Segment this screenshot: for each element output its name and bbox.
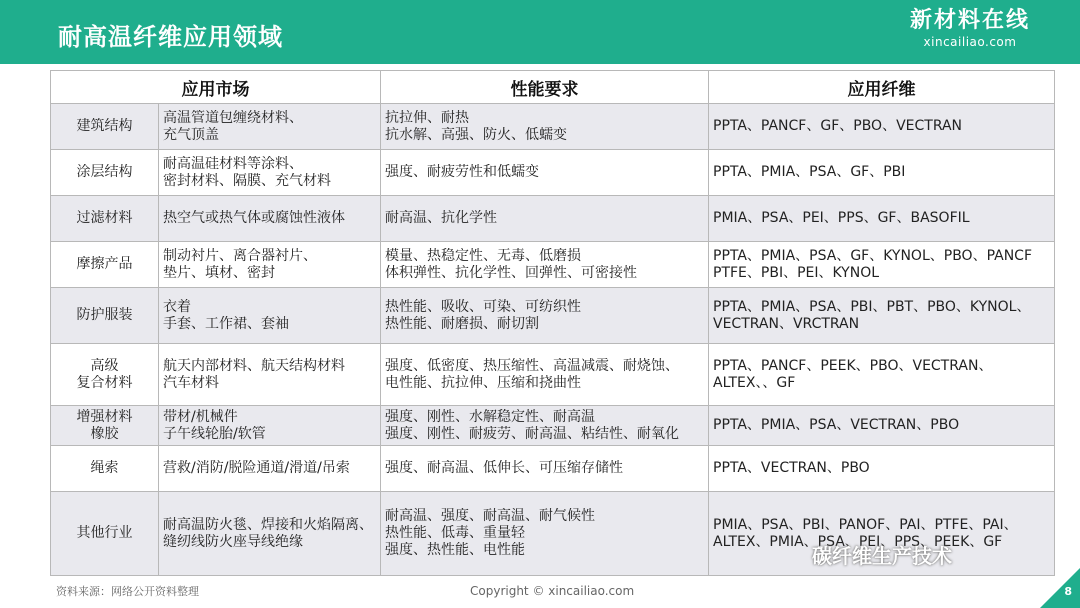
table-row [51,242,1055,288]
cell-text-line: 强度、耐疲劳性和低蠕变 [385,164,539,180]
cell-text-line: PPTA、PANCF、GF、PBO、VECTRAN [713,118,963,134]
row-market [159,344,381,406]
row-performance [381,406,709,446]
cell-text-line: PMIA、PSA、PBI、PANOF、PAI、PTFE、PAI、 [713,516,1018,533]
cell-text-line: 涂层结构 [76,164,133,180]
table-body [51,104,1055,576]
table-row [51,344,1055,406]
row-fibers [709,446,1055,492]
header-bar [0,0,1080,64]
cell-text-line: 高级 [90,357,119,374]
cell-text-line: 电性能、抗拉伸、压缩和挠曲性 [385,374,581,391]
cell-text-line: 防护服装 [76,307,133,323]
cell-text-line: ALTEX、PMIA、PSA、PEI、PPS、PEEK、GF [713,533,1003,550]
row-market [159,150,381,196]
cell-text-line: 垫片、填材、密封 [163,264,275,281]
row-market [159,446,381,492]
cell-text-line: 手套、工作裙、套袖 [163,315,289,332]
row-performance [381,242,709,288]
cell-text-line: 强度、低密度、热压缩性、高温减震、耐烧蚀、 [385,357,679,374]
cell-text-line: VECTRAN、VRCTRAN [713,315,860,332]
cell-text-line: 建筑结构 [76,118,133,134]
cell-text-line: 热性能、低毒、重量轻 [385,525,525,541]
cell-text-line: PPTA、PMIA、PSA、PBI、PBT、PBO、KYNOL、 [713,298,1031,315]
row-market [159,196,381,242]
page-title: 耐高温纤维应用领域 [58,23,283,51]
page-corner-marker [1040,568,1080,608]
table-row [51,150,1055,196]
row-category [51,288,159,344]
table-row [51,196,1055,242]
row-performance [381,196,709,242]
row-fibers [709,288,1055,344]
cell-text-line: 体积弹性、抗化学性、回弹性、可密接性 [385,264,637,281]
cell-text-line: 耐高温、抗化学性 [385,210,497,226]
cell-text-line: 增强材料 [76,408,133,425]
cell-text-line: 耐高温、强度、耐高温、耐气候性 [385,508,595,524]
table-header-row [51,71,1055,104]
cell-text-line: 带材/机械件 [163,408,238,425]
wechat-account-watermark: 碳纤维生产技术 [812,544,952,568]
row-performance [381,446,709,492]
column-header-performance: 性能要求 [381,71,709,104]
row-market [159,406,381,446]
row-category [51,492,159,576]
cell-text-line: 子午线轮胎/软管 [163,425,266,442]
row-market [159,492,381,576]
cell-text-line: 过滤材料 [76,210,133,226]
row-performance [381,104,709,150]
cell-text-line: 橡胶 [90,425,119,442]
cell-text-line: 其他行业 [76,525,133,541]
table-row [51,104,1055,150]
cell-text-line: PTFE、PBI、PEI、KYNOL [713,264,880,281]
row-fibers [709,406,1055,446]
cell-text-line: 航天内部材料、航天结构材料 [163,357,345,374]
cell-text-line: 抗拉伸、耐热 [385,109,469,126]
cell-text-line: PPTA、PMIA、PSA、GF、PBI [713,164,906,180]
cell-text-line: 抗水解、高强、防火、低蠕变 [385,126,567,143]
row-fibers [709,196,1055,242]
row-fibers [709,104,1055,150]
logo-sub-text: xincailiao.com [923,35,1017,49]
cell-text-line: 耐高温防火毯、焊接和火焰隔离、 [163,516,373,533]
table-row [51,446,1055,492]
row-fibers [709,242,1055,288]
row-market [159,104,381,150]
column-header-fibers: 应用纤维 [709,71,1055,104]
row-category [51,242,159,288]
cell-text-line: PMIA、PSA、PEI、PPS、GF、BASOFIL [713,210,970,226]
brand-logo[interactable] [900,8,1040,60]
cell-text-line: 模量、热稳定性、无毒、低磨损 [385,247,581,264]
source-note: 资料来源：网络公开资料整理 [56,585,199,598]
row-category [51,406,159,446]
row-category [51,344,159,406]
row-category [51,196,159,242]
cell-text-line: PPTA、PANCF、PEEK、PBO、VECTRAN、 [713,357,993,374]
row-performance [381,150,709,196]
row-fibers [709,344,1055,406]
page-number: 8 [1064,585,1072,598]
row-category [51,446,159,492]
cell-text-line: 充气顶盖 [163,126,219,143]
cell-text-line: 热性能、耐磨损、耐切割 [385,315,539,332]
table-row [51,288,1055,344]
cell-text-line: PPTA、VECTRAN、PBO [713,460,870,476]
cell-text-line: 高温管道包缠绕材料、 [163,109,303,126]
cell-text-line: PPTA、PMIA、PSA、VECTRAN、PBO [713,417,960,433]
cell-text-line: 制动衬片、离合器衬片、 [163,247,317,264]
cell-text-line: 热空气或热气体或腐蚀性液体 [163,210,345,226]
cell-text-line: 营救/消防/脱险通道/滑道/吊索 [163,460,350,476]
row-market [159,242,381,288]
cell-text-line: 热性能、吸收、可染、可纺织性 [385,298,581,315]
row-performance [381,344,709,406]
cell-text-line: 衣着 [163,298,191,315]
row-category [51,150,159,196]
cell-text-line: 汽车材料 [163,374,219,391]
cell-text-line: ALTEX、、GF [713,374,796,391]
cell-text-line: 密封材料、隔膜、充气材料 [163,172,331,189]
row-performance [381,492,709,576]
fiber-application-table [50,70,1055,576]
row-category [51,104,159,150]
cell-text-line: 强度、热性能、电性能 [385,542,525,558]
cell-text-line: 摩擦产品 [76,256,133,272]
cell-text-line: PPTA、PMIA、PSA、GF、KYNOL、PBO、PANCF [713,247,1032,264]
copyright-text: Copyright © xincailiao.com [470,584,635,598]
cell-text-line: 强度、耐高温、低伸长、可压缩存储性 [385,460,623,476]
column-header-market: 应用市场 [51,71,381,104]
row-performance [381,288,709,344]
cell-text-line: 绳索 [90,460,119,476]
cell-text-line: 强度、刚性、水解稳定性、耐高温 [385,408,595,425]
cell-text-line: 复合材料 [76,374,133,391]
row-market [159,288,381,344]
cell-text-line: 耐高温硅材料等涂料、 [163,155,303,172]
row-fibers [709,150,1055,196]
cell-text-line: 强度、刚性、耐疲劳、耐高温、粘结性、耐氧化 [385,425,679,442]
cell-text-line: 缝纫线防火座导线绝缘 [163,533,303,550]
table-row [51,406,1055,446]
logo-main-text: 新材料在线 [909,8,1030,33]
